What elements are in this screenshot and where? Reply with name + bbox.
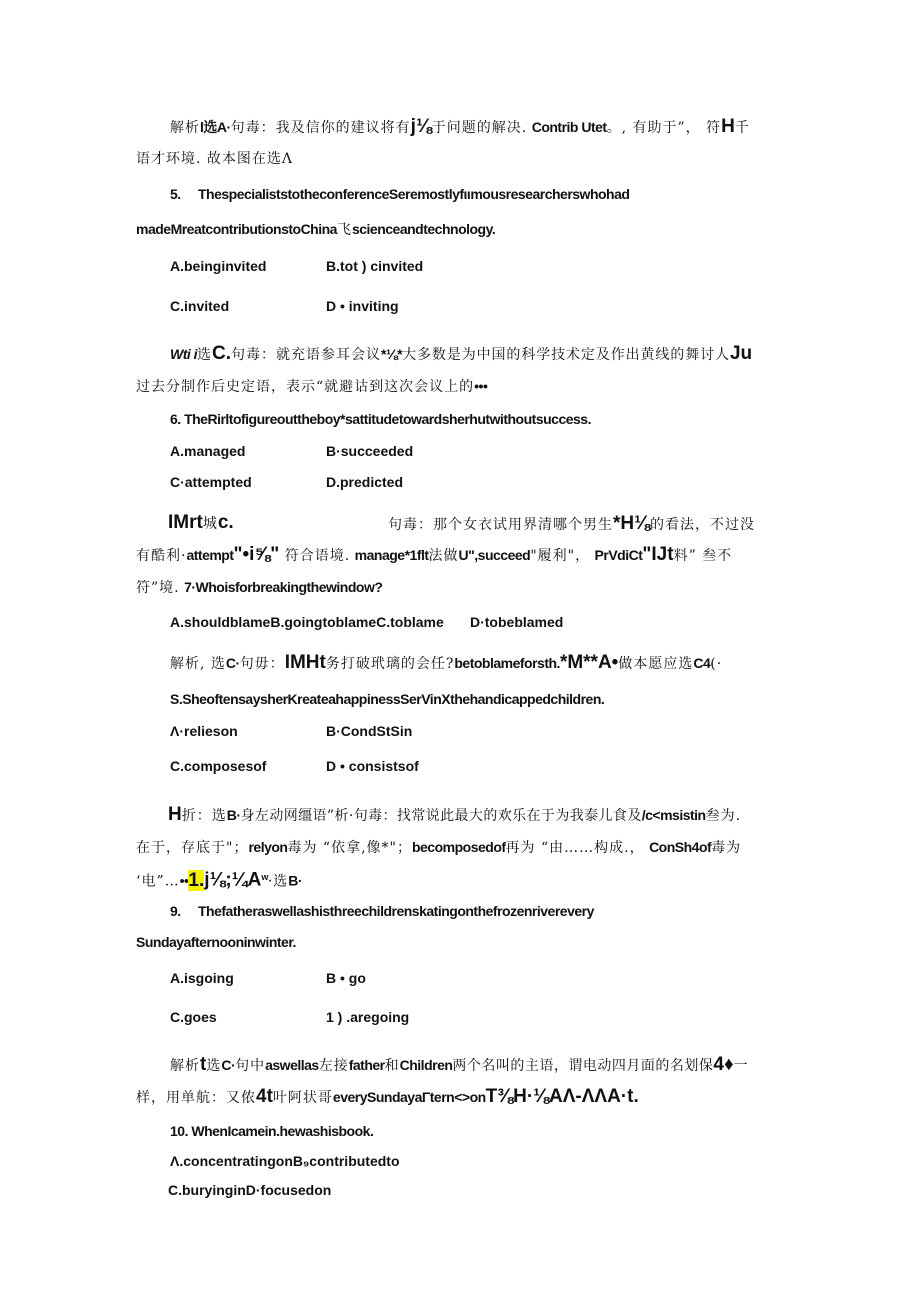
text: j⅛ [410, 116, 432, 137]
text: *H⅛ [613, 513, 650, 534]
answer-tag: c. [217, 512, 234, 533]
text: 句毋： [239, 656, 285, 672]
text: 城 [202, 516, 218, 532]
text: 于问题的解决. [431, 120, 528, 136]
explain-label: 解析 [170, 120, 200, 136]
text: "履利"， [530, 548, 591, 564]
text: father [348, 1057, 385, 1073]
q9-number: 9. [170, 903, 181, 919]
text: 的看法，不过没 [649, 517, 755, 533]
text: PrVdiCt [594, 547, 643, 563]
q9-option-d: 1 ) .aregoing [326, 1009, 410, 1025]
text: becomposedof [411, 839, 506, 855]
text: 句毒：就充语参耳会议 [231, 347, 382, 363]
text: Children [399, 1057, 453, 1073]
text: 左接 [318, 1058, 349, 1074]
text: 解析, 选 [170, 656, 226, 672]
text: 毒为 “依拿,像*"； [287, 840, 412, 856]
q9-explanation-line1 [170, 1055, 749, 1076]
q9-option-a: A.isgoing [170, 970, 234, 986]
text: 再为 “由……构成.， [505, 840, 645, 856]
q9-option-b: B • go [326, 970, 366, 986]
q6-option-a: A.managed [170, 443, 246, 459]
text: 符合语境. [279, 548, 351, 564]
text: 叁为. [705, 808, 742, 824]
q7-explanation [170, 653, 722, 674]
q8-explanation-line3 [136, 867, 302, 892]
q7-stem: 7·Whoisforbreakingthewindow? [184, 579, 383, 595]
text: /c<msistin [641, 807, 706, 823]
text: 一 [733, 1058, 749, 1074]
q4-explanation-line1 [170, 117, 750, 138]
q6-explanation-line1a [168, 513, 234, 534]
text: ConSh4of [649, 839, 712, 855]
text: 句中 [235, 1058, 266, 1074]
text: manage*1flt [354, 547, 429, 563]
text: 和 [384, 1058, 400, 1074]
q9-option-c: C.goes [170, 1009, 217, 1025]
text: 在于，存底于"； [136, 840, 249, 856]
text: aswellas [265, 1057, 319, 1073]
text: 样，用单航：又侬 [136, 1090, 256, 1106]
text: 大多数是为中国的科学技术定及作出黄线的舞讨人 [402, 347, 730, 363]
text: 解析 [170, 1058, 200, 1074]
text: 毒为 [711, 840, 742, 856]
text: 。, 有助于”， 符 [606, 120, 722, 136]
text: 身左动网缰语”析·句毒：找常说此最大的欢乐在于为我泰儿食及 [240, 808, 642, 824]
q7-option-d: D·tobeblamed [470, 614, 564, 630]
q10-options-cd: C.buryinginD·focusedon [168, 1182, 332, 1198]
q5-option-d: D • inviting [326, 298, 399, 314]
text: 4t [256, 1086, 273, 1107]
text: 两个名叫的主语，谓电动四月面的名划保 [452, 1058, 714, 1074]
text: •• [179, 872, 189, 889]
text: 料” 叁不 [673, 548, 733, 564]
text: (· [710, 656, 723, 672]
q9-explanation-line2 [136, 1087, 639, 1108]
text: 句毒：我及信你的建议将有 [230, 120, 411, 136]
q8-option-b: B·CondStSin [326, 723, 413, 739]
q10-options-ab: Λ.concentratingonB₉contributedto [170, 1153, 400, 1169]
q4-explanation-line2: 语才环境. 故本图在选Λ [136, 151, 294, 167]
text: 务打破玳璃的会任? [325, 656, 455, 672]
text: everySundayaΓtern<>on [332, 1089, 486, 1105]
text: ·选 [267, 873, 289, 890]
text: 4♦ [713, 1054, 734, 1075]
text: U",succeed [458, 547, 531, 563]
text: 飞 [336, 222, 352, 238]
text: betoblameforsth. [454, 655, 560, 671]
text: H [168, 804, 182, 825]
q10-stem: 10. WhenIcamein.hewashisbook. [170, 1123, 374, 1139]
q8-option-a: Λ·relieson [170, 723, 238, 739]
text: w [261, 872, 268, 882]
q6-option-d: D.predicted [326, 474, 404, 490]
q9-stem-line1: Thefatheraswellashisthreechildrenskatingonthefrozenriverevery [198, 903, 594, 919]
q7-options-abc: A.shouldblameB.goingtoblameC.toblame [170, 614, 444, 630]
q5-option-b: B.tot ) cinvited [326, 258, 424, 274]
text: H [721, 116, 735, 137]
text: madeMreatcontributionstoChina [136, 221, 337, 237]
text: IMrt [168, 512, 203, 533]
q8-option-d: D • consistsof [326, 758, 419, 774]
q5-explanation-line1 [170, 344, 752, 365]
q6-option-b: B·succeeded [326, 443, 414, 459]
text: 做本愿应选 [618, 656, 694, 672]
text: Ju [729, 343, 753, 364]
text: ••• [474, 378, 488, 394]
text: 选 [197, 347, 213, 363]
text: 句毒：那个女衣试用界清哪个男生 [388, 517, 613, 533]
q5-number: 5. [170, 186, 181, 202]
text: 折：选 [181, 808, 227, 824]
text: 过去分制作后史定语，表示“就避诂到这次会议上的 [136, 379, 475, 395]
text: "•i⅝" [233, 544, 280, 565]
text: Wti i [170, 346, 198, 362]
q6-explanation-line1b [388, 514, 755, 535]
text: "IJt [642, 544, 674, 565]
q8-explanation-line1 [168, 805, 741, 826]
answer-tag: C. [212, 343, 232, 364]
text: relyon [248, 839, 288, 855]
text: scienceandtechnology. [351, 221, 496, 237]
answer-tag: l选A· [200, 119, 231, 135]
text: 有酷利· [136, 548, 187, 564]
q5-option-a: A.beinginvited [170, 258, 267, 274]
q5-explanation-line2 [136, 376, 487, 397]
text: 选 [206, 1058, 222, 1074]
q5-option-c: C.invited [170, 298, 230, 314]
text: Contrib Utet [531, 119, 607, 135]
text: 符”境. [136, 580, 180, 596]
text: t [200, 1054, 207, 1075]
answer-tag: C· [225, 655, 240, 671]
answer-tag: C· [221, 1057, 236, 1073]
q8-explanation-line2 [136, 837, 741, 858]
q6-explanation-line2 [136, 545, 732, 566]
text: ‘电”… [136, 873, 180, 890]
q6-stem: 6. TheRirltofigureouttheboy*sattitudetowardsherhutwithoutsuccess. [170, 411, 591, 427]
text: *M**A• [559, 652, 619, 673]
text: C4 [693, 655, 711, 671]
highlighted-text: 1. [188, 869, 205, 891]
text: 千 [734, 120, 750, 136]
q6-option-c: C·attempted [170, 474, 252, 490]
text: *⅛* [381, 346, 403, 362]
q8-option-c: C.composesof [170, 758, 267, 774]
text: T⅜H·⅛AΛ-ΛΛA·t. [485, 1086, 639, 1107]
answer-tag: B· [288, 872, 303, 889]
answer-tag: B· [226, 807, 241, 823]
q8-stem: S.SheoftensaysherKreateahappinessSerVinXthehandicappedchildren. [170, 691, 605, 707]
q6-explanation-line3 [136, 577, 382, 598]
text: IMHt [284, 652, 326, 673]
q9-stem-line2: Sundayafternooninwinter. [136, 934, 296, 950]
text: attempt [186, 547, 234, 563]
q5-stem-line2 [136, 219, 495, 240]
q5-stem-line1: ThespecialiststotheconferenceSeremostlyfιιmousresearcherswhohad [198, 186, 630, 202]
text: 法做 [428, 548, 459, 564]
text: 叶阿状哥 [272, 1090, 333, 1106]
text: j⅛;¼A [204, 869, 262, 891]
